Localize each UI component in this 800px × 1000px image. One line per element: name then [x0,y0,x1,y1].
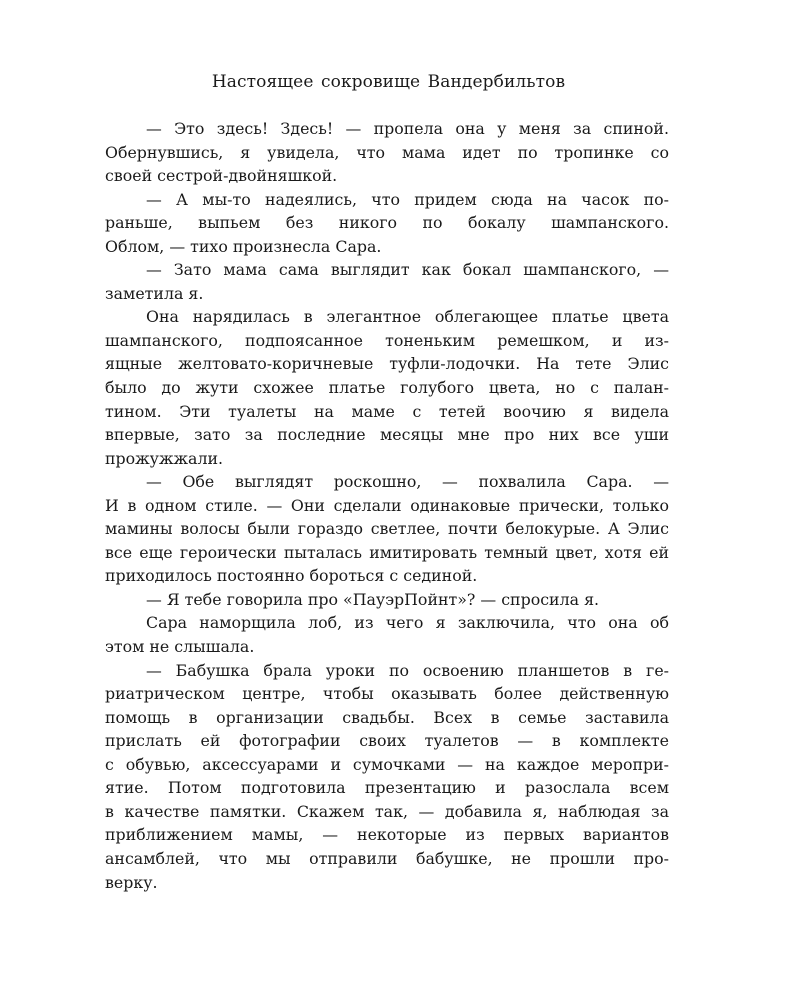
text-line: ансамблей, что мы отправили бабушке, не прошли про- [105,848,669,868]
text-line: ятие. Потом подготовила презентацию и разослала всем [105,778,669,798]
text-line: И в одном стиле. — Они сделали одинаковые прически, только [105,495,669,515]
text-line: прожужжали. [105,448,224,468]
text-line: прислать ей фотографии своих туалетов — в комплекте [105,731,669,751]
paragraph [105,588,669,612]
text-line: этом не слышала. [105,637,255,657]
text-line: все еще героически пыталась имитировать темный цвет, хотя ей [105,542,669,562]
text-line: ящные желтовато-коричневые туфли-лодочки. На тете Элис [105,354,669,374]
text-line: своей сестрой-двойняшкой. [105,166,338,186]
paragraph [105,188,669,259]
body-text [105,117,669,894]
text-line: тином. Эти туалеты на маме с тетей воочию я видела [105,401,669,421]
text-line: — Я тебе говорила про «ПауэрПойнт»? — спросила я. [146,589,600,609]
text-line: Облом, — тихо произнесла Сара. [105,236,382,256]
text-line: Сара наморщила лоб, из чего я заключила, что она об [146,613,669,633]
running-head: Настоящее сокровище Вандербильтов [211,72,566,92]
text-line: приходилось постоянно бороться с сединой. [105,566,478,586]
text-line: — Это здесь! Здесь! — пропела она у меня за спиной. [146,119,669,138]
text-line: было до жути схожее платье голубого цвета, но с палан- [105,378,669,398]
text-line: с обувью, аксессуарами и сумочками — на каждое меропри- [105,754,669,774]
paragraph [105,117,669,188]
paragraph [105,659,669,894]
text-line: — Зато мама сама выглядит как бокал шампанского, — [146,260,669,280]
text-line: — А мы-то надеялись, что придем сюда на часок по- [146,189,669,209]
text-line: заметила я. [105,283,204,303]
text-line: верку. [105,872,158,892]
text-line: шампанского, подпоясанное тоненьким ремешком, и из- [105,330,669,350]
text-line: Обернувшись, я увидела, что мама идет по тропинке со [105,142,669,162]
text-line: — Бабушка брала уроки по освоению планшетов в ге- [146,660,669,680]
text-line: — Обе выглядят роскошно, — похвалила Сара. — [146,472,669,492]
text-line: риатрическом центре, чтобы оказывать более действенную [105,684,669,704]
text-line: приближением мамы, — некоторые из первых вариантов [105,825,669,845]
paragraph [105,470,669,588]
text-line: мамины волосы были гораздо светлее, почти белокурые. А Элис [105,519,669,539]
text-line: впервые, зато за последние месяцы мне про них все уши [105,425,669,445]
text-line: помощь в организации свадьбы. Всех в семье заставила [105,707,669,727]
text-line: в качестве памятки. Скажем так, — добавила я, наблюдая за [105,801,669,821]
text-line: раньше, выпьем без никого по бокалу шампанского. [105,213,669,233]
paragraph [105,258,669,305]
paragraph [105,305,669,470]
paragraph [105,611,669,658]
text-line: Она нарядилась в элегантное облегающее платье цвета [146,307,669,327]
